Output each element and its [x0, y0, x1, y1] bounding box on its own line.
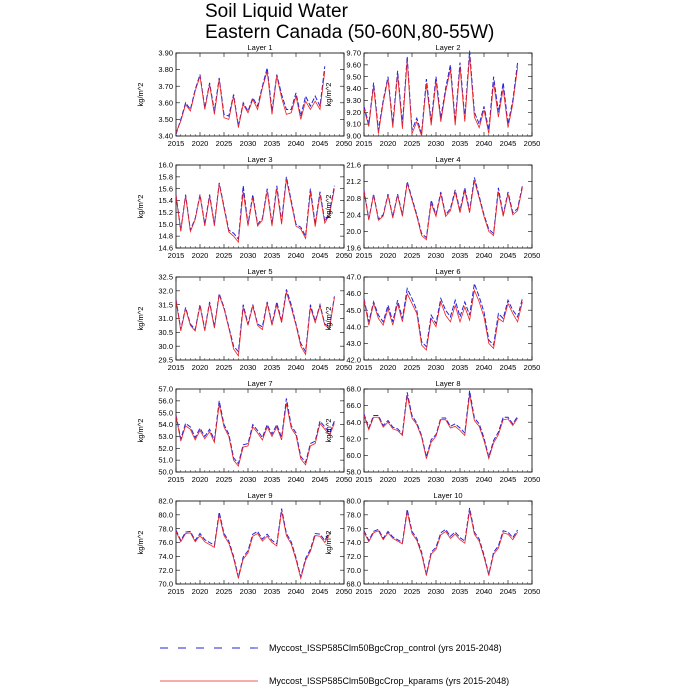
- x-tick-label: 2015: [355, 139, 373, 148]
- y-tick-label: 32.5: [158, 272, 173, 282]
- x-tick-label: 2030: [239, 475, 257, 484]
- x-tick-label: 2050: [523, 363, 541, 372]
- x-tick-label: 2020: [379, 587, 397, 596]
- plot-frame: [176, 277, 344, 360]
- panel-layer-6: [324, 267, 540, 372]
- x-tick-label: 2030: [427, 475, 445, 484]
- y-tick-label: 32.0: [158, 286, 173, 296]
- x-tick-label: 2020: [191, 139, 209, 148]
- y-tick-label: 31.0: [158, 314, 173, 324]
- x-tick-label: 2015: [355, 475, 373, 484]
- x-tick-label: 2015: [167, 363, 185, 372]
- x-tick-label: 2015: [167, 251, 185, 260]
- x-tick-label: 2035: [263, 475, 281, 484]
- chart-title: Soil Liquid Water: [205, 1, 348, 22]
- x-tick-label: 2045: [311, 251, 329, 260]
- x-tick-label: 2040: [287, 587, 305, 596]
- x-tick-label: 2020: [191, 475, 209, 484]
- y-tick-label: 3.50: [158, 115, 173, 124]
- x-tick-label: 2045: [499, 363, 517, 372]
- series-line-kparams: [176, 71, 325, 132]
- y-tick-label: 44.0: [346, 322, 361, 332]
- x-tick-label: 2030: [239, 251, 257, 260]
- y-axis-label: kg/m^2: [136, 306, 145, 331]
- x-tick-label: 2040: [475, 251, 493, 260]
- y-tick-label: 20.8: [346, 193, 361, 203]
- y-tick-label: 56.0: [158, 396, 173, 406]
- y-axis-label: kg/m^2: [324, 82, 333, 107]
- x-tick-label: 2045: [499, 139, 517, 148]
- y-axis-label: kg/m^2: [136, 530, 145, 555]
- x-tick-label: 2025: [215, 475, 233, 484]
- x-tick-label: 2025: [215, 587, 233, 596]
- panel-layer-1: [136, 43, 352, 148]
- y-axis-label: kg/m^2: [136, 418, 145, 443]
- y-tick-label: 74.0: [346, 538, 361, 548]
- y-tick-label: 80.0: [346, 496, 361, 506]
- x-tick-label: 2050: [335, 139, 353, 148]
- y-tick-label: 78.0: [158, 524, 173, 534]
- panel-title: Layer 2: [435, 43, 461, 52]
- y-tick-label: 82.0: [158, 496, 173, 506]
- panel-title: Layer 1: [247, 43, 273, 52]
- y-axis-label: kg/m^2: [324, 194, 333, 219]
- x-tick-label: 2045: [311, 363, 329, 372]
- y-tick-label: 80.0: [158, 510, 173, 520]
- y-tick-label: 20.0: [346, 227, 361, 236]
- x-tick-label: 2035: [451, 251, 469, 260]
- y-tick-label: 3.40: [158, 131, 173, 141]
- series-line-kparams: [176, 403, 334, 466]
- series-line-control: [364, 508, 518, 574]
- y-tick-label: 76.0: [346, 524, 361, 534]
- y-tick-label: 3.90: [158, 48, 173, 58]
- x-tick-label: 2050: [335, 475, 353, 484]
- x-tick-label: 2045: [499, 587, 517, 596]
- x-tick-label: 2030: [427, 587, 445, 596]
- plot-frame: [176, 53, 344, 136]
- x-tick-label: 2040: [475, 587, 493, 596]
- y-tick-label: 72.0: [158, 565, 173, 575]
- y-axis-label: kg/m^2: [136, 82, 145, 107]
- y-tick-label: 76.0: [158, 538, 173, 548]
- series-line-control: [364, 177, 522, 237]
- x-tick-label: 2020: [379, 363, 397, 372]
- x-tick-label: 2020: [379, 139, 397, 148]
- series-line-control: [176, 177, 334, 239]
- y-tick-label: 54.0: [158, 420, 173, 430]
- y-tick-label: 62.0: [346, 434, 361, 444]
- y-tick-label: 3.80: [158, 65, 173, 75]
- panel-title: Layer 4: [435, 155, 461, 164]
- series-line-control: [176, 509, 330, 577]
- y-tick-label: 9.30: [346, 96, 361, 106]
- x-tick-label: 2025: [403, 587, 421, 596]
- y-tick-label: 78.0: [346, 510, 361, 520]
- y-tick-label: 68.0: [346, 384, 361, 394]
- panel-title: Layer 3: [247, 155, 273, 164]
- x-tick-label: 2040: [475, 475, 493, 484]
- panel-layer-7: [136, 379, 352, 484]
- panel-title: Layer 7: [247, 379, 273, 388]
- x-tick-label: 2050: [335, 363, 353, 372]
- plot-frame: [176, 165, 344, 248]
- series-line-kparams: [176, 511, 330, 578]
- y-tick-label: 15.8: [158, 172, 173, 182]
- series-line-kparams: [176, 292, 334, 356]
- y-tick-label: 70.0: [158, 579, 173, 589]
- x-tick-label: 2015: [355, 251, 373, 260]
- series-line-control: [176, 289, 334, 351]
- x-tick-label: 2030: [427, 139, 445, 148]
- y-tick-label: 16.0: [158, 160, 173, 170]
- x-tick-label: 2020: [379, 251, 397, 260]
- panel-layer-3: [136, 155, 352, 260]
- y-tick-label: 50.0: [158, 467, 173, 477]
- panel-layer-2: [324, 43, 540, 148]
- panel-title: Layer 10: [433, 491, 463, 500]
- y-tick-label: 9.70: [346, 48, 361, 58]
- y-tick-label: 60.0: [346, 451, 361, 460]
- y-tick-label: 15.6: [158, 184, 173, 194]
- y-tick-label: 3.70: [158, 81, 173, 91]
- y-axis-label: kg/m^2: [324, 418, 333, 443]
- x-tick-label: 2040: [287, 139, 305, 148]
- y-tick-label: 58.0: [346, 467, 361, 477]
- y-tick-label: 14.8: [158, 231, 173, 241]
- y-tick-label: 15.4: [158, 196, 173, 206]
- x-tick-label: 2015: [167, 475, 185, 484]
- x-tick-label: 2030: [239, 587, 257, 596]
- y-tick-label: 68.0: [346, 579, 361, 589]
- x-tick-label: 2025: [215, 251, 233, 260]
- x-tick-label: 2035: [451, 139, 469, 148]
- y-tick-label: 30.5: [158, 327, 173, 337]
- y-tick-label: 42.0: [346, 355, 361, 365]
- x-tick-label: 2025: [403, 251, 421, 260]
- y-tick-label: 45.0: [346, 305, 361, 315]
- x-tick-label: 2030: [239, 363, 257, 372]
- plot-frame: [364, 165, 532, 248]
- y-tick-label: 43.0: [346, 339, 361, 348]
- panel-layer-9: [136, 491, 352, 596]
- legend-label-control: Myccost_ISSP585Clm50BgcCrop_control (yrs 2015-2048): [269, 643, 502, 653]
- series-line-kparams: [364, 511, 518, 576]
- plot-frame: [364, 389, 532, 472]
- x-tick-label: 2025: [403, 363, 421, 372]
- x-tick-label: 2020: [191, 251, 209, 260]
- x-tick-label: 2050: [523, 139, 541, 148]
- x-tick-label: 2025: [403, 475, 421, 484]
- panel-title: Layer 6: [435, 267, 461, 276]
- x-tick-label: 2035: [451, 475, 469, 484]
- y-axis-label: kg/m^2: [136, 194, 145, 219]
- y-tick-label: 70.0: [346, 565, 361, 575]
- x-tick-label: 2045: [499, 475, 517, 484]
- x-tick-label: 2025: [403, 139, 421, 148]
- panel-title: Layer 5: [247, 267, 273, 276]
- x-tick-label: 2045: [311, 139, 329, 148]
- x-tick-label: 2040: [287, 251, 305, 260]
- x-tick-label: 2030: [427, 251, 445, 260]
- x-tick-label: 2050: [523, 587, 541, 596]
- y-tick-label: 64.0: [346, 417, 361, 427]
- y-tick-label: 9.10: [346, 119, 361, 129]
- y-tick-label: 9.50: [346, 72, 361, 82]
- panel-layer-8: [324, 379, 540, 484]
- x-tick-label: 2050: [335, 251, 353, 260]
- x-tick-label: 2030: [239, 139, 257, 148]
- y-axis-label: kg/m^2: [324, 530, 333, 555]
- y-tick-label: 74.0: [158, 551, 173, 561]
- series-line-control: [364, 284, 522, 347]
- series-line-kparams: [364, 290, 522, 350]
- panel-title: Layer 8: [435, 379, 461, 388]
- plot-frame: [364, 501, 532, 584]
- x-tick-label: 2035: [263, 139, 281, 148]
- y-axis-label: kg/m^2: [324, 306, 333, 331]
- y-tick-label: 47.0: [346, 272, 361, 282]
- y-tick-label: 19.6: [346, 243, 361, 253]
- x-tick-label: 2045: [499, 251, 517, 260]
- plot-frame: [176, 501, 344, 584]
- series-line-kparams: [364, 55, 518, 136]
- legend-label-kparams: Myccost_ISSP585Clm50BgcCrop_kparams (yrs 2015-2048): [269, 676, 510, 686]
- y-tick-label: 21.6: [346, 160, 361, 170]
- y-tick-label: 29.5: [158, 355, 173, 365]
- x-tick-label: 2020: [191, 587, 209, 596]
- y-tick-label: 72.0: [346, 551, 361, 561]
- x-tick-label: 2050: [335, 587, 353, 596]
- x-tick-label: 2040: [287, 475, 305, 484]
- x-tick-label: 2035: [263, 251, 281, 260]
- x-tick-label: 2015: [355, 363, 373, 372]
- y-tick-label: 3.60: [158, 98, 173, 108]
- y-tick-label: 20.4: [346, 210, 361, 220]
- y-tick-label: 9.60: [346, 60, 361, 70]
- chart-subtitle: Eastern Canada (50-60N,80-55W): [205, 22, 495, 43]
- x-tick-label: 2035: [263, 587, 281, 596]
- y-tick-label: 51.0: [158, 455, 173, 465]
- y-tick-label: 21.2: [346, 177, 361, 187]
- x-tick-label: 2035: [451, 587, 469, 596]
- panel-layer-4: [324, 155, 540, 260]
- x-tick-label: 2040: [475, 363, 493, 372]
- y-tick-label: 66.0: [346, 401, 361, 411]
- y-tick-label: 57.0: [158, 384, 173, 394]
- y-tick-label: 46.0: [346, 289, 361, 299]
- y-tick-label: 14.6: [158, 243, 173, 253]
- y-tick-label: 53.0: [158, 432, 173, 442]
- y-tick-label: 9.20: [346, 107, 361, 117]
- y-tick-label: 9.40: [346, 84, 361, 94]
- series-line-control: [176, 66, 325, 134]
- panel-title: Layer 9: [247, 491, 273, 500]
- series-line-kparams: [364, 395, 518, 459]
- y-tick-label: 15.0: [158, 219, 173, 229]
- panel-layer-10: [324, 491, 540, 596]
- series-line-control: [364, 391, 518, 457]
- x-tick-label: 2040: [287, 363, 305, 372]
- x-tick-label: 2040: [475, 139, 493, 148]
- x-tick-label: 2015: [167, 139, 185, 148]
- x-tick-label: 2050: [523, 251, 541, 260]
- y-tick-label: 15.2: [158, 208, 173, 218]
- y-tick-label: 30.0: [158, 341, 173, 351]
- y-tick-label: 31.5: [158, 300, 173, 310]
- x-tick-label: 2045: [311, 475, 329, 484]
- x-tick-label: 2035: [451, 363, 469, 372]
- y-tick-label: 9.00: [346, 131, 361, 141]
- x-tick-label: 2020: [379, 475, 397, 484]
- x-tick-label: 2035: [263, 363, 281, 372]
- x-tick-label: 2015: [355, 587, 373, 596]
- x-tick-label: 2020: [191, 363, 209, 372]
- x-tick-label: 2030: [427, 363, 445, 372]
- x-tick-label: 2025: [215, 139, 233, 148]
- x-tick-label: 2045: [311, 587, 329, 596]
- x-tick-label: 2050: [523, 475, 541, 484]
- y-tick-label: 52.0: [158, 443, 173, 453]
- x-tick-label: 2015: [167, 587, 185, 596]
- y-tick-label: 55.0: [158, 408, 173, 418]
- panel-layer-5: [136, 267, 352, 372]
- x-tick-label: 2025: [215, 363, 233, 372]
